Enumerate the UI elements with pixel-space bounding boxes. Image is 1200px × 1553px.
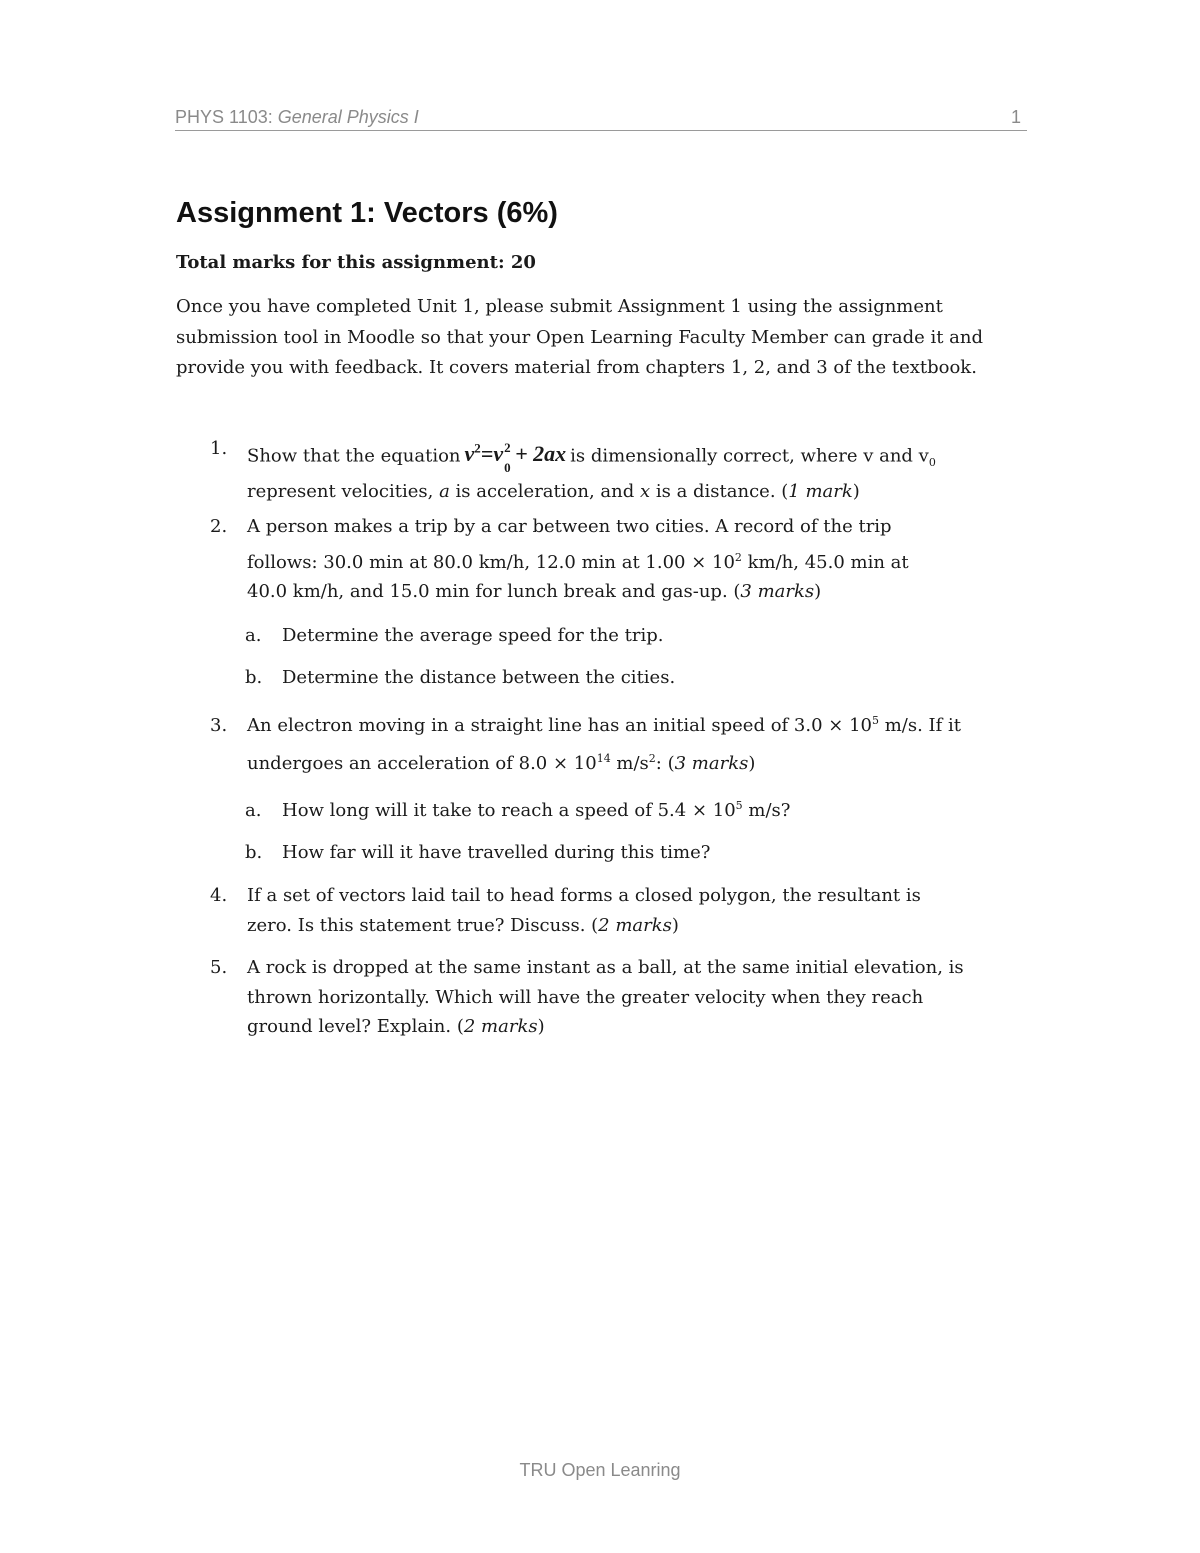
marks: 3 marks: [674, 752, 749, 774]
question-text: An electron moving in a straight line has an initial speed of $3.0 \times 10^5$ m/s. If it undergoes an acceleration of $8.0 \times 10^{14}$ $m/s^2$: (3 marks): [247, 714, 962, 774]
intro-paragraph: Once you have completed Unit 1, please submit Assignment 1 using the assignment submission tool in Moodle so that your Open Learning Faculty Member can grade it and provide you with feedback. It covers material from chapters 1, 2, and 3 of the textbook.: [176, 296, 984, 378]
assignment-title: Assignment 1: Vectors (6%): [176, 197, 558, 229]
course-title: [175, 107, 419, 128]
question-number: 2.: [210, 516, 228, 537]
question-number: 4.: [210, 885, 228, 906]
course-code: PHYS 1103:: [175, 107, 278, 127]
question-number: 3.: [210, 715, 228, 736]
marks: 3 marks: [740, 581, 815, 602]
question-text: Show that the equation $v^2=v$ 2 0 + 2ax is dimensionally correct, where v and $v_0$ represent velocities, a is acceleration, and x is a distance. (1 mark): [247, 440, 936, 503]
question-text: If a set of vectors laid tail to head forms a closed polygon, the resultant is zero. Is this statement true? Discuss. (2 marks): [247, 885, 921, 936]
question-number: 5.: [210, 957, 228, 978]
marks: 1 mark: [788, 481, 853, 503]
question-text: A rock is dropped at the same instant as a ball, at the same initial elevation, is thrown horizontally. Which will have the greater velocity when they reach ground level? Explain. (2 marks): [247, 957, 964, 1037]
question-number: 1.: [210, 438, 228, 459]
marks: 2 marks: [598, 914, 672, 936]
page-number: 1: [1010, 107, 1021, 127]
total-marks: Total marks for this assignment: 20: [176, 252, 536, 273]
equation: $v^2=v$ 2 0 + 2ax: [464, 440, 567, 476]
course-name: General Physics I: [277, 107, 419, 127]
page-footer: TRU Open Leanring: [519, 1460, 681, 1480]
page-header: [175, 104, 1027, 131]
question-text: A person makes a trip by a car between two cities. A record of the trip follows: 30.0 min at 80.0 km/h, 12.0 min at $1.00 \times 10^2$ km/h, 45.0 min at 40.0 km/h, and 15.0 min for lunch break and gas-up. (3 marks): [247, 516, 909, 602]
marks: 2 marks: [463, 1016, 538, 1037]
